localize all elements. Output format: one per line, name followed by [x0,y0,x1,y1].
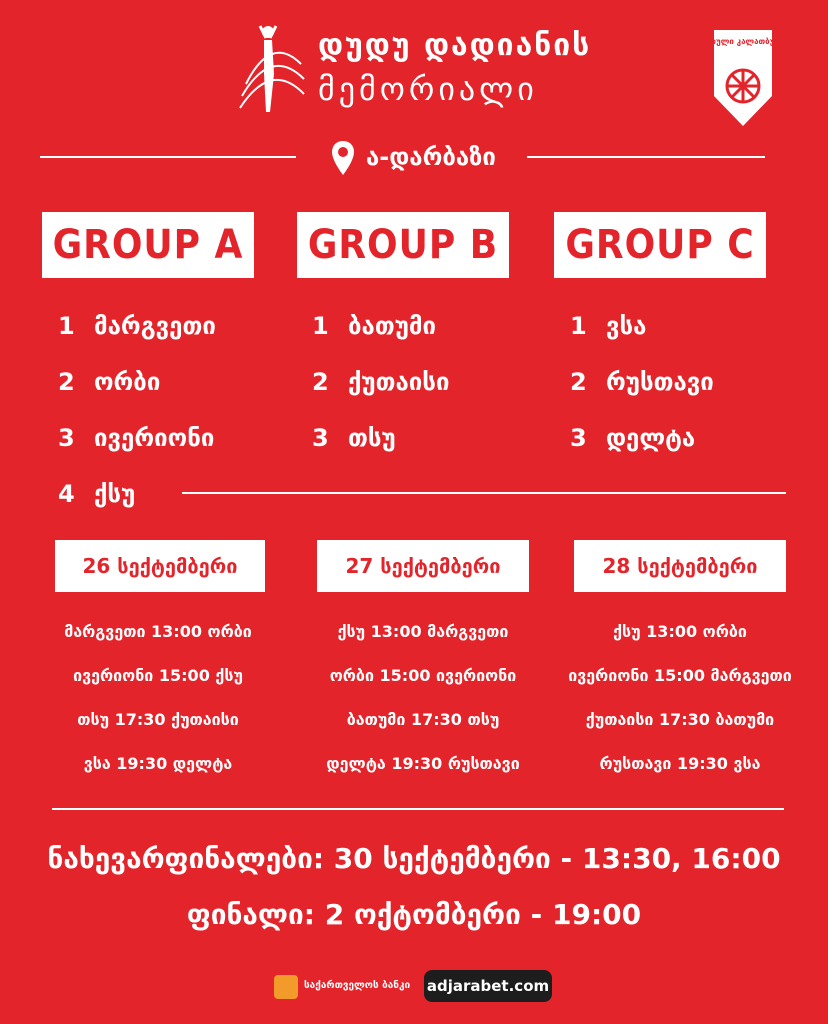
team-number: 3 [570,424,587,452]
match: ორბი 15:00 ივერიონი [329,666,517,685]
group-b-team [312,308,436,344]
team-name: დელტა [606,424,696,452]
group-c-header: GROUP C [554,212,766,278]
team-name: რუსთავი [606,368,714,396]
match: თსუ 17:30 ქუთაისი [77,710,239,729]
group-a-team [58,476,135,512]
group-c-team [570,364,714,400]
tournament-title-line1: დუდუ დადიანის [318,28,592,63]
match: ქუთაისი 17:30 ბათუმი [585,710,775,729]
final-schedule: ფინალი: 2 ოქტომბერი - 19:00 [186,898,642,931]
team-number: 3 [58,424,75,452]
team-name: მარგვეთი [94,312,216,340]
federation-logo-icon [693,28,793,128]
group-a-team [58,308,216,344]
team-number: 1 [58,312,75,340]
team-number: 2 [58,368,75,396]
venue-name: ა-დარბაზი [366,143,496,171]
day-2-date: 27 სექტემბერი [317,540,529,592]
team-name: ორბი [94,368,161,396]
team-number: 2 [570,368,587,396]
group-c-team [570,420,695,456]
match: ვსა 19:30 დელტა [83,754,233,773]
divider-left [40,156,296,158]
team-number: 4 [58,480,75,508]
group-a-team [58,364,160,400]
bank-logo-icon [274,975,298,999]
match: ქსუ 13:00 მარგვეთი [337,622,509,641]
match: დელტა 19:30 რუსთავი [326,754,520,773]
group-b-team [312,420,396,456]
day-1-date: 26 სექტემბერი [55,540,265,592]
match: ივერიონი 15:00 მარგვეთი [568,666,792,685]
groups-divider [182,492,786,494]
divider-right [527,156,765,158]
match: ქსუ 13:00 ორბი [613,622,747,641]
finals-divider [52,808,784,810]
team-name: ივერიონი [94,424,215,452]
group-a-header: GROUP A [42,212,254,278]
team-name: ქსუ [94,480,136,508]
bank-sponsor-name: საქართველოს ბანკი [304,980,411,991]
team-number: 1 [312,312,329,340]
team-number: 2 [312,368,329,396]
match: ბათუმი 17:30 თსუ [346,710,500,729]
location-pin-icon [331,140,355,176]
group-b-header: GROUP B [297,212,509,278]
tournament-title-line2: მემორიალი [318,70,538,108]
group-a-team [58,420,214,456]
team-name: ბათუმი [348,312,437,340]
match: რუსთავი 19:30 ვსა [599,754,761,773]
day-3-date: 28 სექტემბერი [574,540,786,592]
group-c-team [570,308,646,344]
team-number: 3 [312,424,329,452]
match: ივერიონი 15:00 ქსუ [73,666,243,685]
team-name: ქუთაისი [348,368,450,396]
team-name: ვსა [606,312,647,340]
adjarabet-sponsor-badge: adjarabet.com [424,970,552,1002]
team-number: 1 [570,312,587,340]
semifinals-schedule: ნახევარფინალები: 30 სექტემბერი - 13:30, 16:00 [47,842,781,875]
team-name: თსუ [348,424,396,452]
match: მარგვეთი 13:00 ორბი [64,622,252,641]
federation-logo-text: ქართული კალათბურთი [693,37,793,46]
group-b-team [312,364,449,400]
player-logo-icon [236,24,306,114]
